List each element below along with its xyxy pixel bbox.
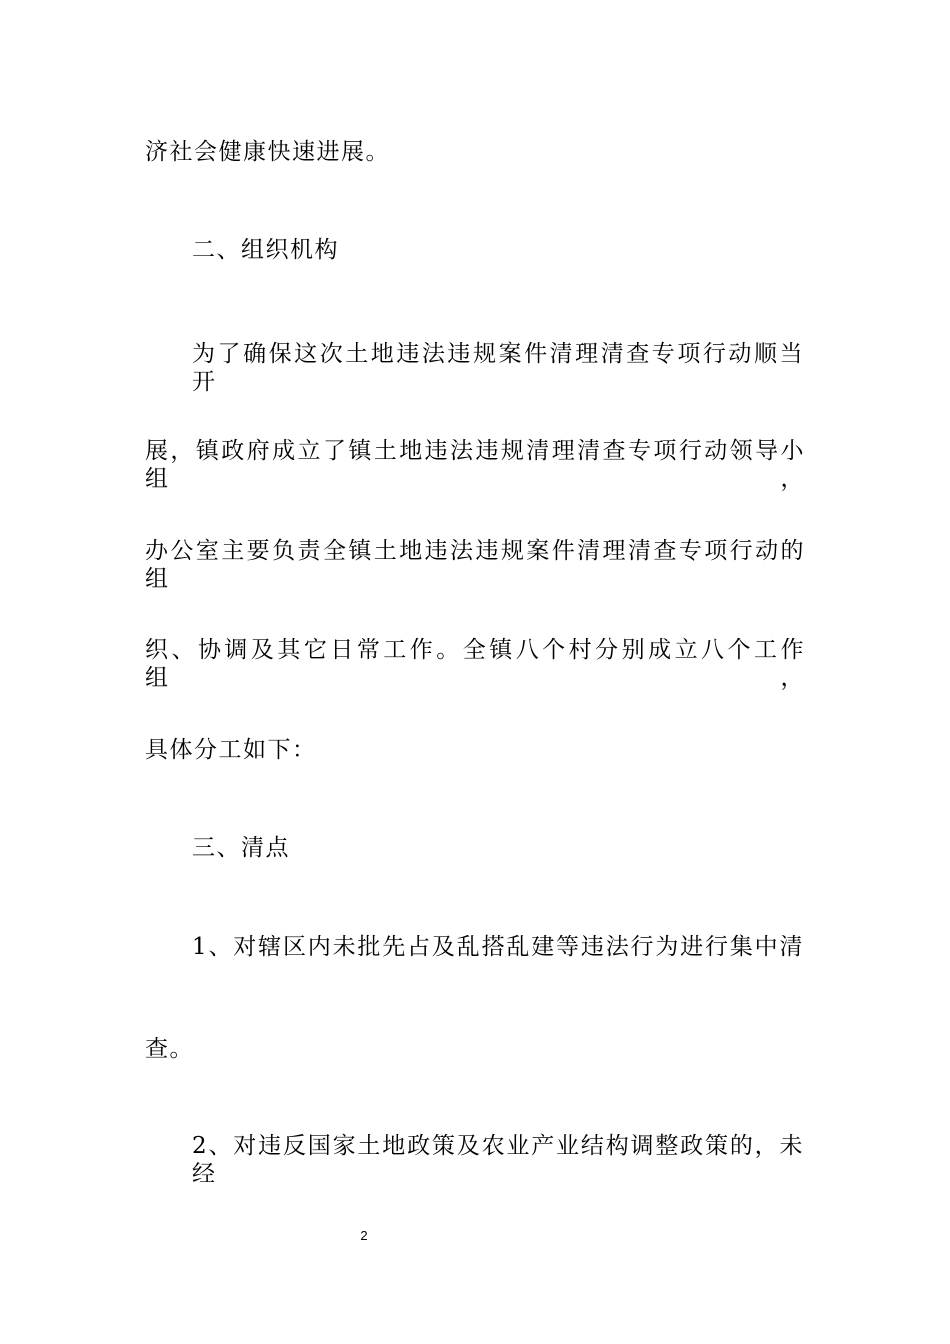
list-item-2-line-1: 2、对违反国家土地政策及农业产业结构调整政策的，未经 bbox=[192, 1133, 804, 1187]
section-heading-inventory: 三、清点 bbox=[192, 835, 290, 861]
paragraph-line-1: 济社会健康快速进展。 bbox=[145, 139, 390, 165]
page-number: 2 bbox=[360, 1228, 368, 1243]
paragraph-line-3: 为了确保这次土地违法违规案件清理清查专项行动顺当开 bbox=[192, 341, 804, 395]
paragraph-line-7: 具体分工如下： bbox=[145, 737, 317, 763]
paragraph-line-6: 织、协调及其它日常工作。全镇八个村分别成立八个工作组， bbox=[145, 637, 805, 691]
paragraph-line-5: 办公室主要负责全镇土地违法违规案件清理清查专项行动的组 bbox=[145, 538, 805, 592]
section-heading-organization: 二、组织机构 bbox=[192, 237, 339, 263]
list-item-1-line-2: 查。 bbox=[145, 1036, 194, 1062]
paragraph-line-4: 展，镇政府成立了镇土地违法违规清理清查专项行动领导小组， bbox=[145, 438, 805, 492]
list-item-1-line-1: 1、对辖区内未批先占及乱搭乱建等违法行为进行集中清 bbox=[192, 934, 804, 960]
